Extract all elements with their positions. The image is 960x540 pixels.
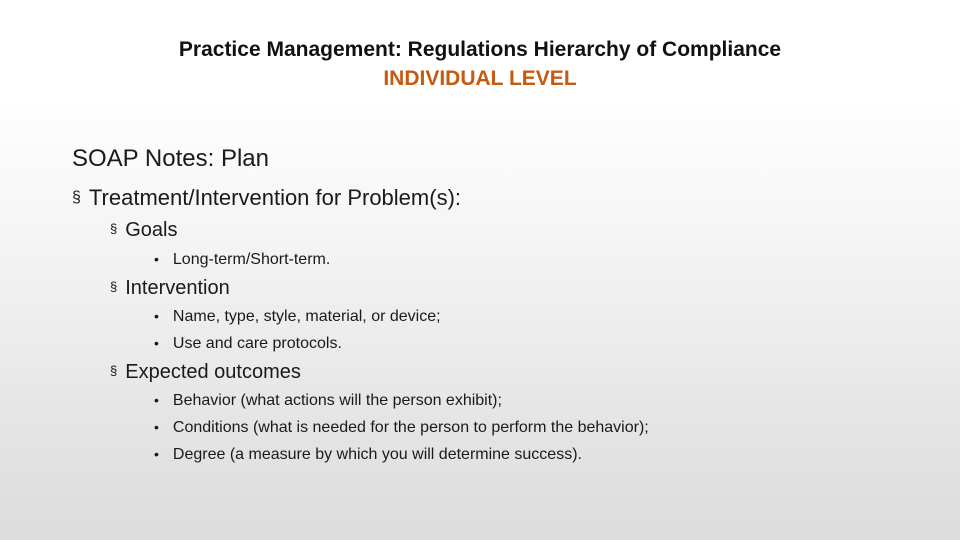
- square-bullet-icon: §: [72, 189, 81, 206]
- bullet-text: Goals: [125, 219, 178, 241]
- title-main: Practice Management: Regulations Hierarchy of Compliance: [178, 38, 782, 61]
- bullet-treatment: [72, 185, 461, 211]
- bullet-text: Name, type, style, material, or device;: [172, 308, 441, 325]
- dot-bullet-icon: •: [154, 251, 159, 267]
- dot-bullet-icon: •: [154, 392, 159, 408]
- bullet-goals-sub: [154, 251, 330, 269]
- dot-bullet-icon: •: [154, 419, 159, 435]
- title-subtitle: INDIVIDUAL LEVEL: [383, 67, 577, 90]
- bullet-text: Behavior (what actions will the person exhibit);: [172, 392, 502, 409]
- bullet-text: Long-term/Short-term.: [172, 251, 331, 268]
- square-bullet-icon: §: [110, 221, 118, 236]
- slide-title: [0, 35, 960, 93]
- bullet-text: Use and care protocols.: [172, 335, 342, 352]
- square-bullet-icon: §: [110, 279, 118, 294]
- bullet-text: Conditions (what is needed for the person to perform the behavior);: [172, 419, 649, 436]
- bullet-outcomes-sub: [154, 446, 582, 464]
- bullet-goals: [110, 219, 177, 242]
- bullet-intervention-sub: [154, 335, 342, 353]
- bullet-outcomes-sub: [154, 419, 649, 437]
- bullet-outcomes: [110, 361, 301, 384]
- bullet-text: Expected outcomes: [125, 361, 301, 383]
- bullet-intervention-sub: [154, 308, 441, 326]
- bullet-text: Treatment/Intervention for Problem(s):: [88, 185, 462, 210]
- dot-bullet-icon: •: [154, 335, 159, 351]
- dot-bullet-icon: •: [154, 446, 159, 462]
- section-heading: SOAP Notes: Plan: [72, 145, 269, 172]
- dot-bullet-icon: •: [154, 308, 159, 324]
- bullet-text: Intervention: [125, 277, 230, 299]
- square-bullet-icon: §: [110, 363, 118, 378]
- bullet-outcomes-sub: [154, 392, 502, 410]
- bullet-intervention: [110, 277, 230, 300]
- bullet-text: Degree (a measure by which you will determine success).: [172, 446, 582, 463]
